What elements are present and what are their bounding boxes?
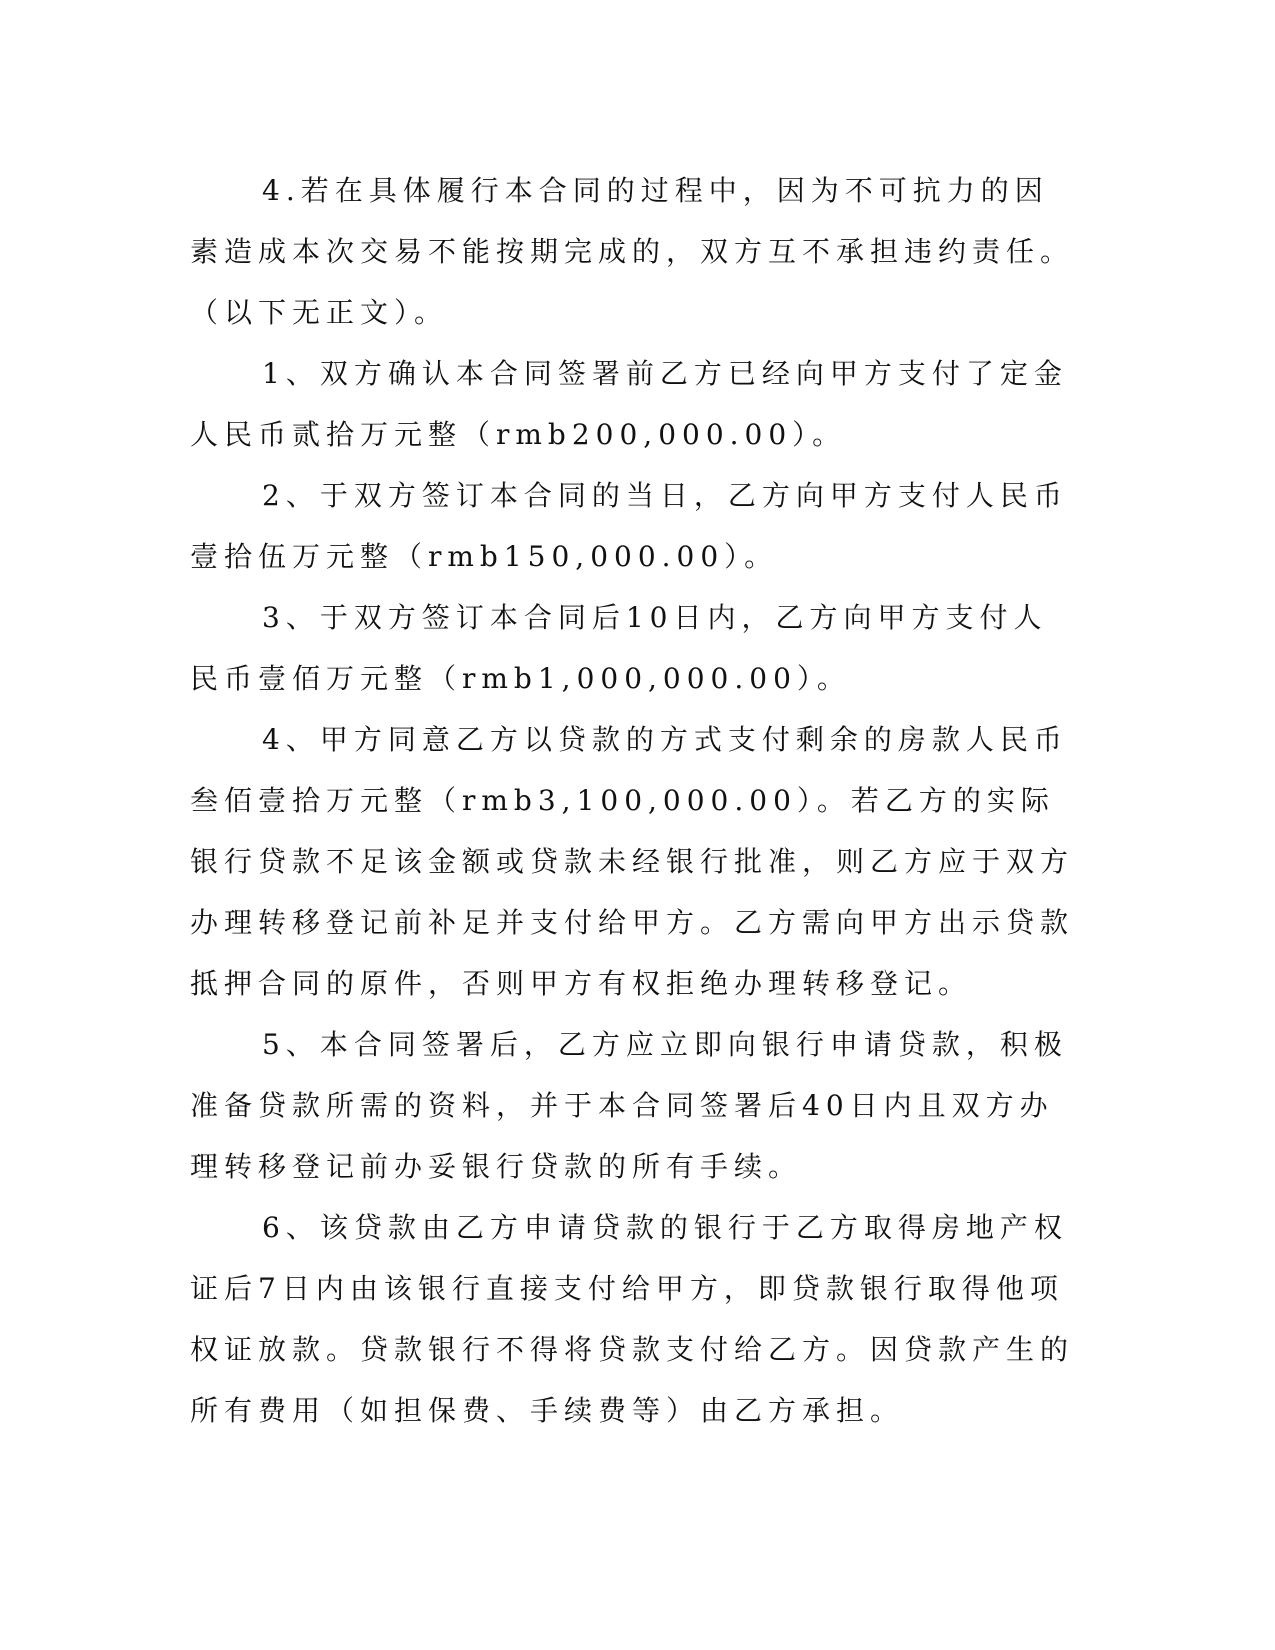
paragraph-loan-payment: 4、甲方同意乙方以贷款的方式支付剩余的房款人民币叁佰壹拾万元整（rmb3,100,000.00）。若乙方的实际银行贷款不足该金额或贷款未经银行批准，则乙方应于双方办理转移登记前补足并支付给甲方。乙方需向甲方出示贷款抵押合同的原件，否则甲方有权拒绝办理转移登记。 <box>190 723 1075 1000</box>
paragraph-signing-payment: 2、于双方签订本合同的当日，乙方向甲方支付人民币壹拾伍万元整（rmb150,000.00）。 <box>190 479 1068 573</box>
paragraph-ten-day-payment: 3、于双方签订本合同后10日内，乙方向甲方支付人民币壹佰万元整（rmb1,000,000.00）。 <box>190 601 1048 695</box>
paragraph-loan-application: 5、本合同签署后，乙方应立即向银行申请贷款，积极准备贷款所需的资料，并于本合同签署后40日内且双方办理转移登记前办妥银行贷款的所有手续。 <box>190 1028 1068 1183</box>
paragraph-force-majeure: 4.若在具体履行本合同的过程中，因为不可抗力的因素造成本次交易不能按期完成的，双方互不承担违约责任。（以下无正文）。 <box>190 174 1075 329</box>
paragraph-loan-disbursement: 6、该贷款由乙方申请贷款的银行于乙方取得房地产权证后7日内由该银行直接支付给甲方，即贷款银行取得他项权证放款。贷款银行不得将贷款支付给乙方。因贷款产生的所有费用（如担保费、手续费等）由乙方承担。 <box>190 1211 1075 1427</box>
paragraph-deposit: 1、双方确认本合同签署前乙方已经向甲方支付了定金人民币贰拾万元整（rmb200,000.00）。 <box>190 357 1068 451</box>
document-body <box>190 160 1075 1441</box>
